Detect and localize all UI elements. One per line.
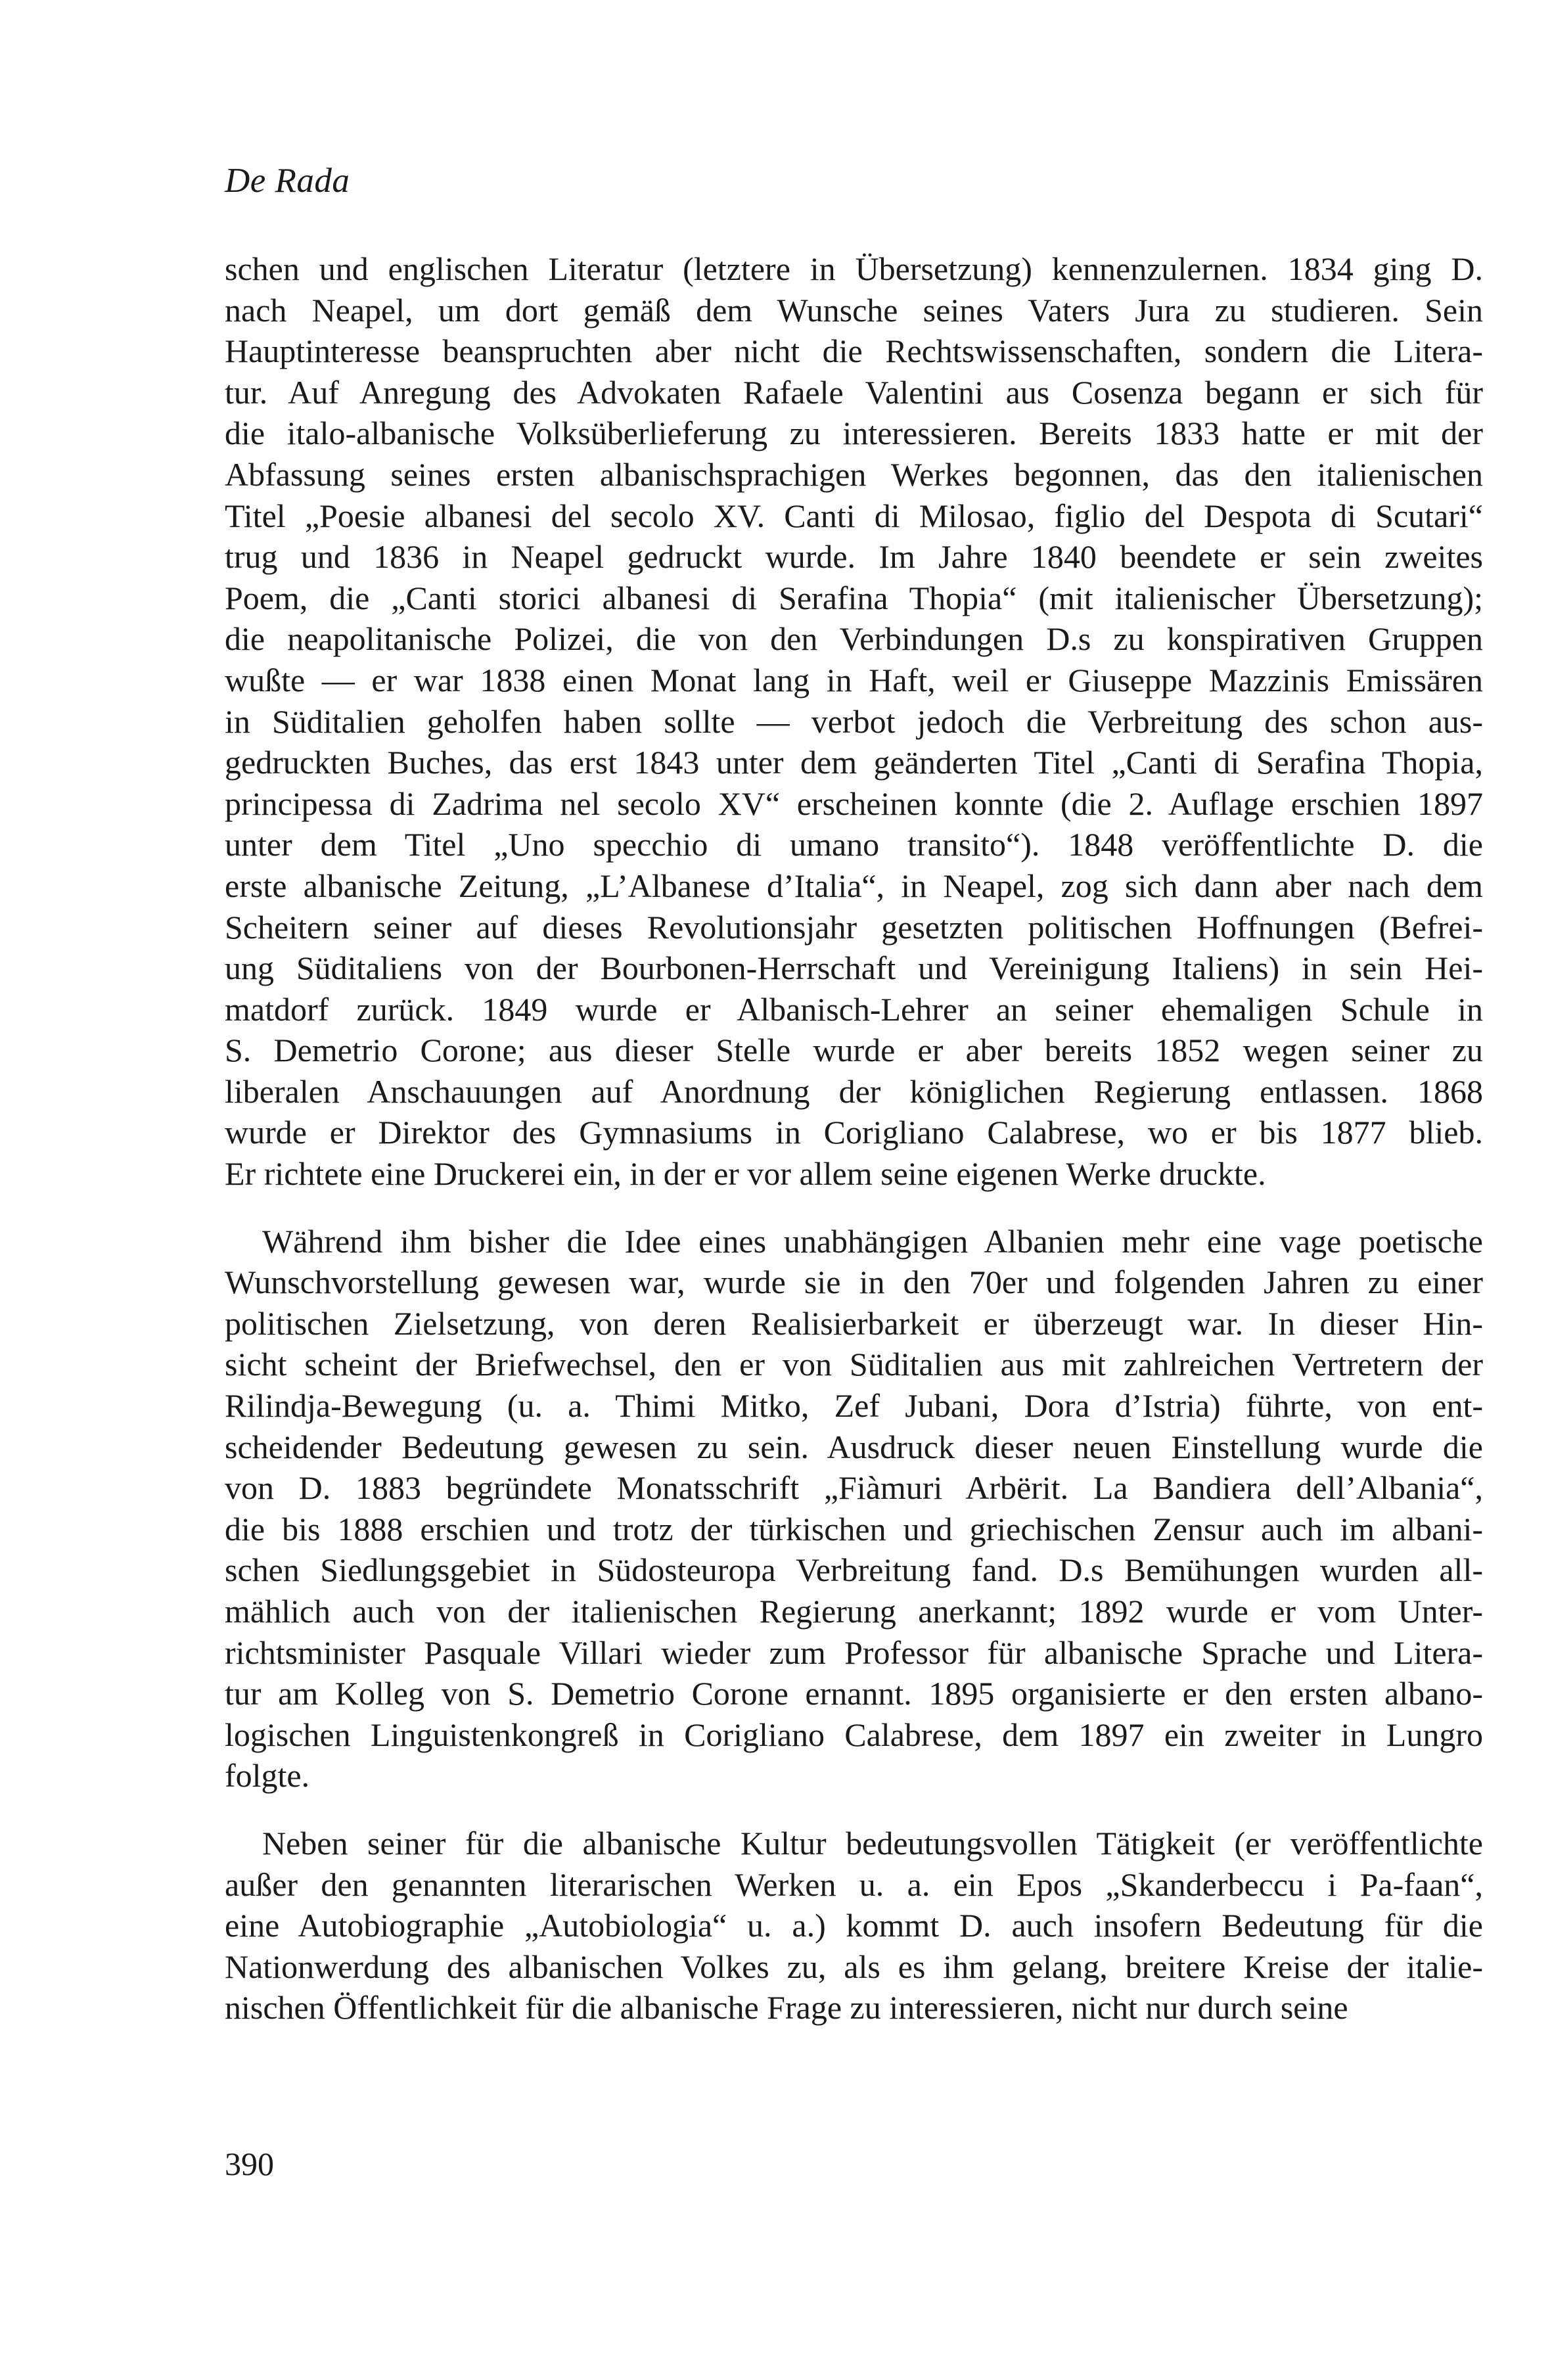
text-line: sicht scheint der Briefwechsel, den er von Süditalien aus mit zahlreichen Vertretern der <box>225 1346 1483 1383</box>
text-line: nach Neapel, um dort gemäß dem Wunsche seines Vaters Jura zu studieren. Sein <box>225 291 1483 329</box>
text-line: gedruckten Buches, das erst 1843 unter dem geänderten Titel „Canti di Serafina Thopia, <box>225 744 1483 781</box>
text-line: politischen Zielsetzung, von deren Realisierbarkeit er überzeugt war. In dieser Hin- <box>225 1304 1483 1342</box>
text-line: wußte — er war 1838 einen Monat lang in Haft, weil er Giuseppe Mazzinis Emissären <box>225 661 1483 698</box>
text-line: Rilindja-Bewegung (u. a. Thimi Mitko, Zef Jubani, Dora d’Istria) führte, von ent- <box>225 1387 1483 1425</box>
text-line: Abfassung seines ersten albanischsprachigen Werkes begonnen, das den italienischen <box>225 455 1483 493</box>
text-line: erste albanische Zeitung, „L’Albanese d’Italia“, in Neapel, zog sich dann aber nach dem <box>225 867 1483 904</box>
text-line: ung Süditaliens von der Bourbonen-Herrschaft und Vereinigung Italiens) in sein Hei- <box>225 950 1483 987</box>
text-line: liberalen Anschauungen auf Anordnung der königlichen Regierung entlassen. 1868 <box>225 1072 1483 1110</box>
text-line: matdorf zurück. 1849 wurde er Albanisch-Lehrer an seiner ehemaligen Schule in <box>225 990 1483 1028</box>
text-line: die neapolitanische Polizei, die von den Verbindungen D.s zu konspirativen Gruppen <box>225 620 1483 658</box>
text-line: schen und englischen Literatur (letztere in Übersetzung) kennenzulernen. 1834 ging D. <box>225 250 1483 287</box>
text-line: S. Demetrio Corone; aus dieser Stelle wurde er aber bereits 1852 wegen seiner zu <box>225 1032 1483 1069</box>
text-line: Neben seiner für die albanische Kultur bedeutungsvollen Tätigkeit (er veröffentlichte <box>262 1824 1483 1862</box>
text-line: von D. 1883 begründete Monatsschrift „Fiàmuri Arbërit. La Bandiera dell’Albania“, <box>225 1469 1483 1507</box>
text-line: Während ihm bisher die Idee eines unabhängigen Albanien mehr eine vage poetische <box>262 1222 1483 1260</box>
text-line: tur. Auf Anregung des Advokaten Rafaele Valentini aus Cosenza begann er sich für <box>225 373 1483 411</box>
text-line: die bis 1888 erschien und trotz der türkischen und griechischen Zensur auch im albani- <box>225 1510 1483 1547</box>
text-line: Poem, die „Canti storici albanesi di Serafina Thopia“ (mit italienischer Übersetzung); <box>225 579 1483 616</box>
text-line: unter dem Titel „Uno specchio di umano transito“). 1848 veröffentlichte D. die <box>225 826 1483 863</box>
text-line: tur am Kolleg von S. Demetrio Corone ernannt. 1895 organisierte er den ersten albano- <box>225 1675 1483 1712</box>
text-line: schen Siedlungsgebiet in Südosteuropa Verbreitung fand. D.s Bemühungen wurden all- <box>225 1551 1483 1589</box>
text-line: eine Autobiographie „Autobiologia“ u. a.) kommt D. auch insofern Bedeutung für die <box>225 1907 1483 1944</box>
paragraph-3 <box>225 1823 1483 2028</box>
text-line: Titel „Poesie albanesi del secolo XV. Canti di Milosao, figlio del Despota di Scutari“ <box>225 497 1483 534</box>
text-line: folgte. <box>225 1757 310 1795</box>
running-head: De Rada <box>225 162 350 200</box>
text-line: trug und 1836 in Neapel gedruckt wurde. Im Jahre 1840 beendete er sein zweites <box>225 538 1483 576</box>
text-line: logischen Linguistenkongreß in Corigliano Calabrese, dem 1897 ein zweiter in Lungro <box>225 1716 1483 1753</box>
paragraph-1 <box>225 248 1483 1195</box>
paragraph-2 <box>225 1221 1483 1796</box>
text-line: Nationwerdung des albanischen Volkes zu, als es ihm gelang, breitere Kreise der italie- <box>225 1948 1483 1985</box>
text-line: Scheitern seiner auf dieses Revolutionsjahr gesetzten politischen Hoffnungen (Befrei- <box>225 908 1483 946</box>
text-line: Er richtete eine Druckerei ein, in der er vor allem seine eigenen Werke druckte. <box>225 1155 1266 1193</box>
text-line: nischen Öffentlichkeit für die albanische Frage zu interessieren, nicht nur durch seine <box>225 1989 1348 2026</box>
text-line: scheidender Bedeutung gewesen zu sein. Ausdruck dieser neuen Einstellung wurde die <box>225 1428 1483 1465</box>
text-line: die italo-albanische Volksüberlieferung zu interessieren. Bereits 1833 hatte er mit der <box>225 415 1483 452</box>
text-line: Hauptinteresse beanspruchten aber nicht die Rechtswissenschaften, sondern die Litera- <box>225 332 1483 370</box>
text-line: außer den genannten literarischen Werken u. a. ein Epos „Skanderbeccu i Pa-faan“, <box>225 1865 1483 1903</box>
body-text <box>225 248 1483 2028</box>
text-line: in Süditalien geholfen haben sollte — verbot jedoch die Verbreitung des schon aus- <box>225 702 1483 740</box>
text-line: Wunschvorstellung gewesen war, wurde sie in den 70er und folgenden Jahren zu einer <box>225 1264 1483 1301</box>
text-line: mählich auch von der italienischen Regierung anerkannt; 1892 wurde er vom Unter- <box>225 1593 1483 1630</box>
page-number: 390 <box>225 2145 274 2182</box>
text-line: principessa di Zadrima nel secolo XV“ erscheinen konnte (die 2. Auflage erschien 1897 <box>225 785 1483 822</box>
text-line: wurde er Direktor des Gymnasiums in Corigliano Calabrese, wo er bis 1877 blieb. <box>225 1114 1483 1151</box>
text-line: richtsminister Pasquale Villari wieder zum Professor für albanische Sprache und Litera- <box>225 1634 1483 1671</box>
